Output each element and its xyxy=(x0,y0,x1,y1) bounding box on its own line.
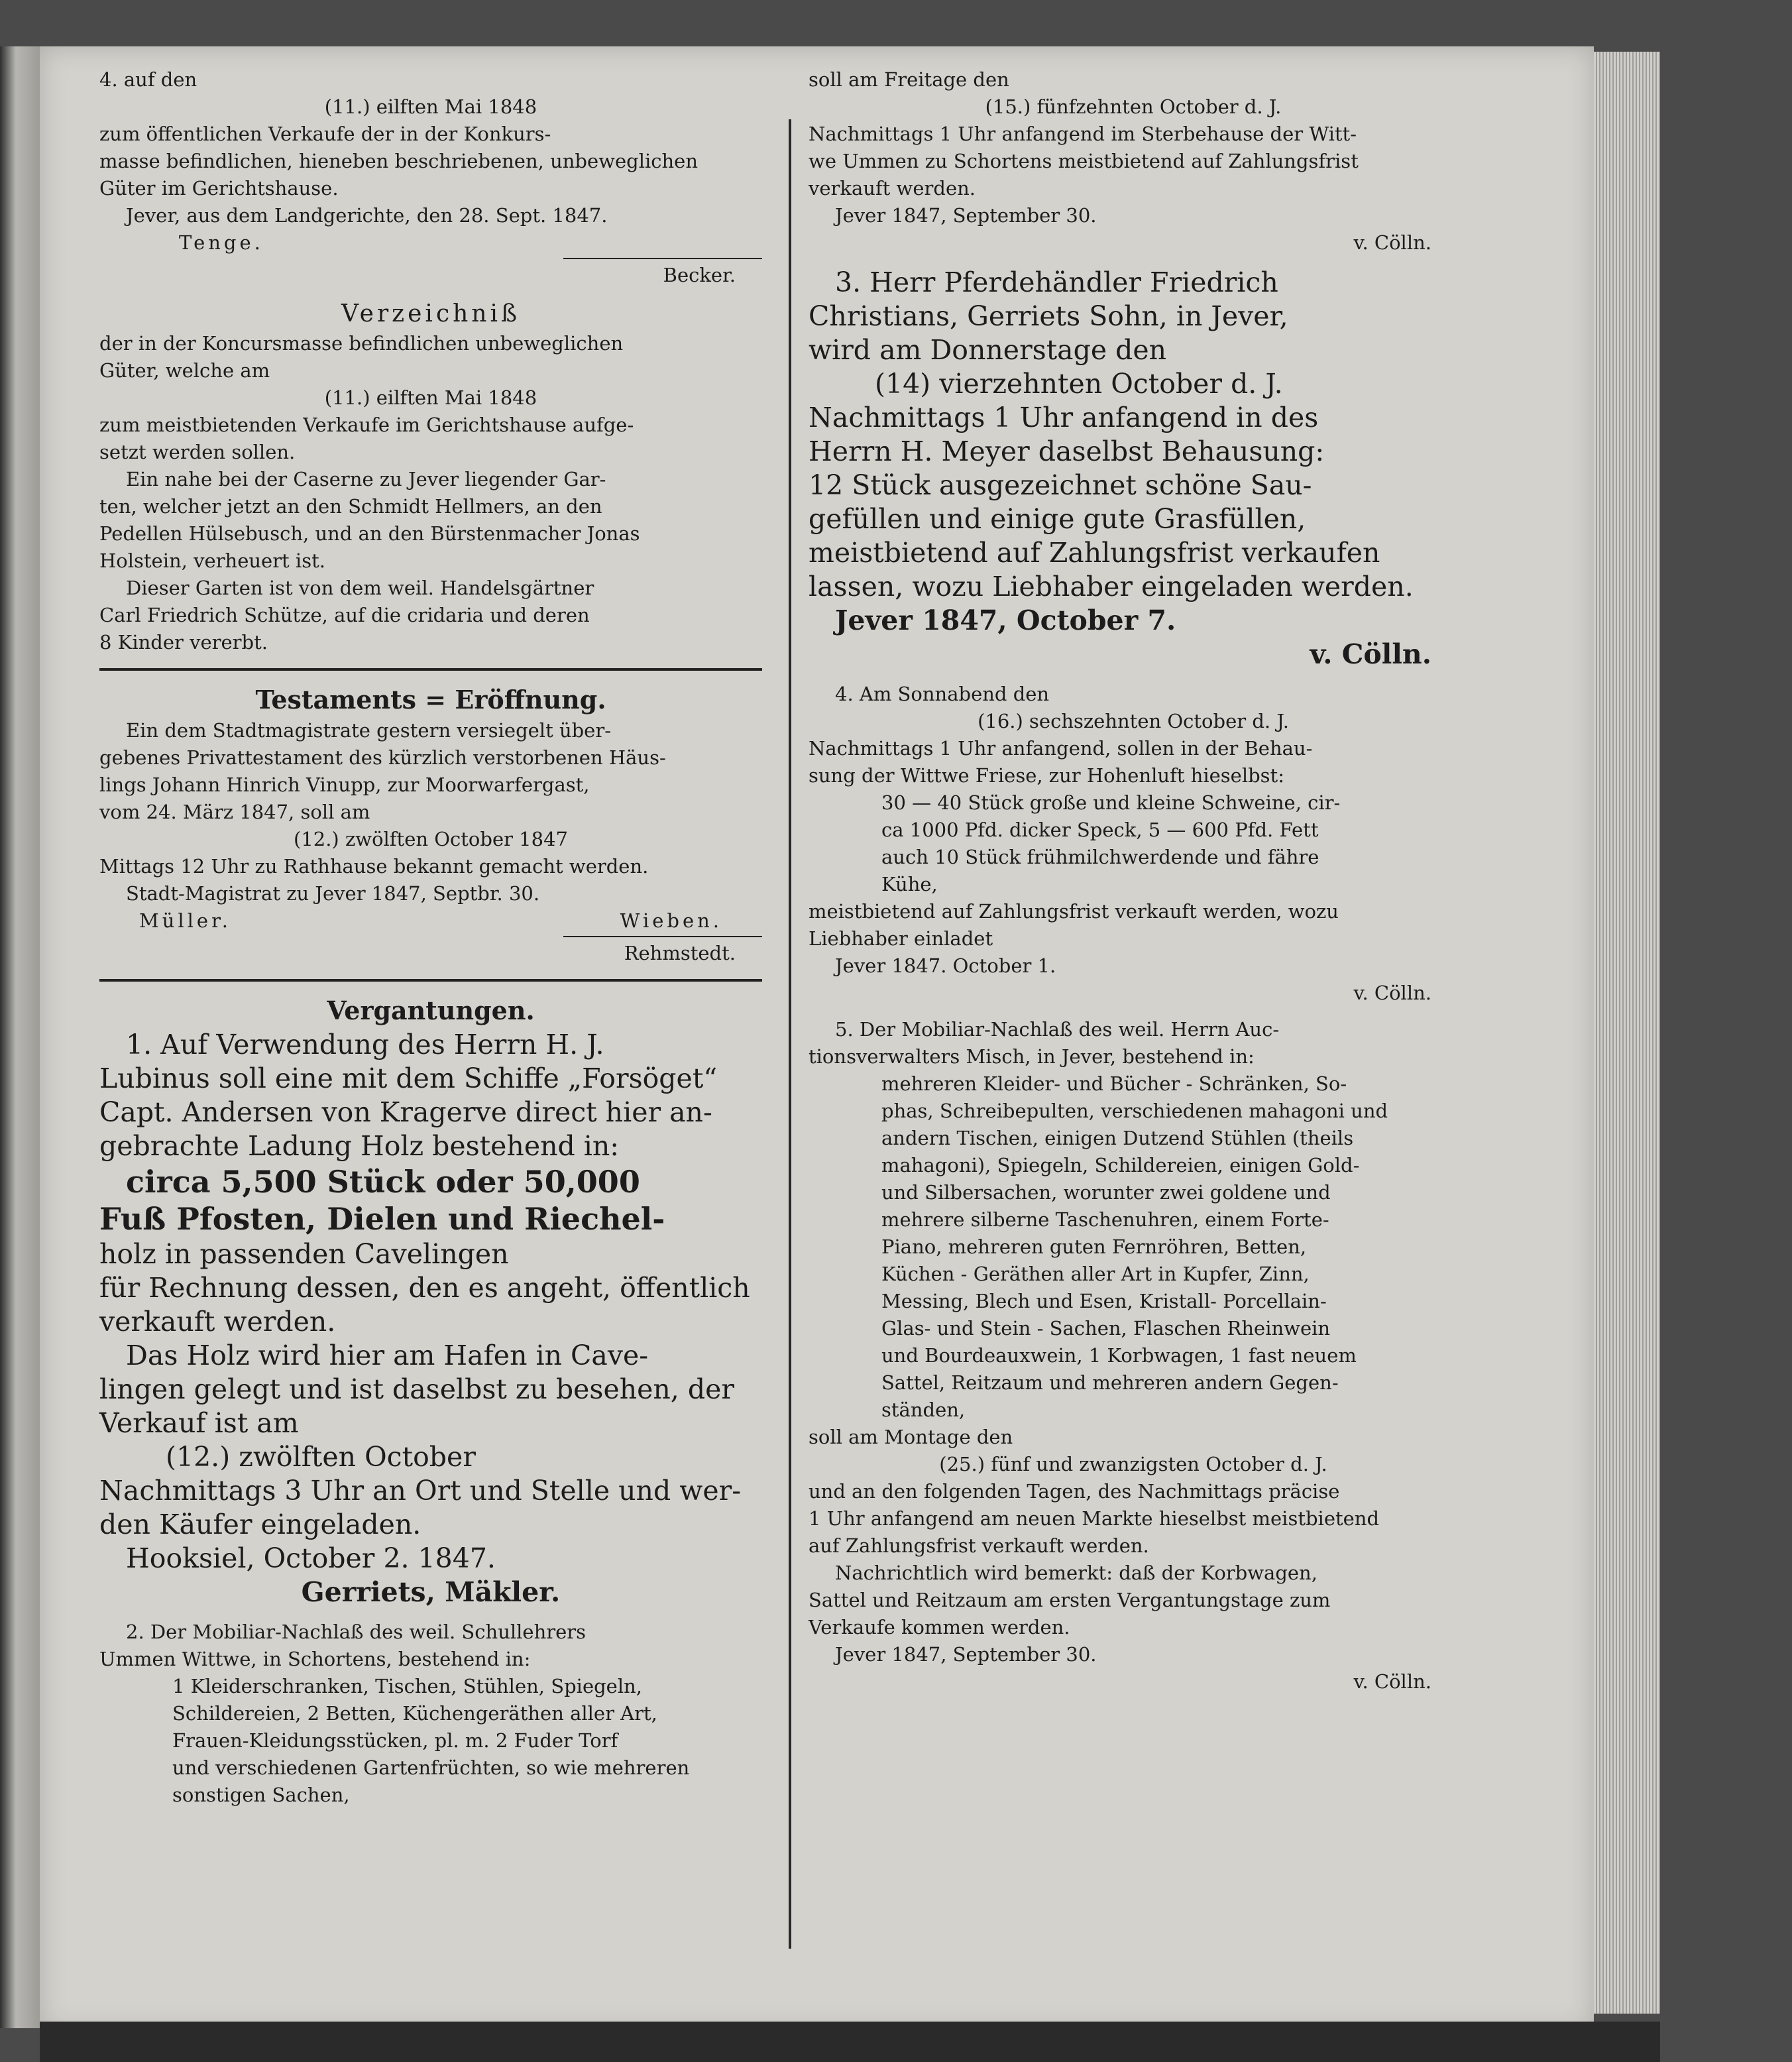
text-line: tionsverwalters Misch, in Jever, bestehend in: xyxy=(809,1045,1255,1068)
text-line: Ein nahe bei der Caserne zu Jever liegender Gar- xyxy=(126,468,606,490)
place-date-line: Jever 1847, September 30. xyxy=(835,204,1097,227)
date-line: (12.) zwölften October 1847 xyxy=(294,828,568,850)
column-divider xyxy=(789,119,791,1949)
signature-rule xyxy=(563,936,762,937)
notice-misch xyxy=(809,1016,1458,1695)
book-gutter xyxy=(0,46,40,2028)
signature: Wieben. xyxy=(620,909,722,932)
place-date-line: Jever 1847. October 1. xyxy=(835,954,1056,977)
text-line: ten, welcher jetzt an den Schmidt Hellmers, an den xyxy=(99,495,602,518)
item-line: Küchen - Geräthen aller Art in Kupfer, Zinn, xyxy=(881,1263,1310,1285)
text-line: Carl Friedrich Schütze, auf die cridaria und deren xyxy=(99,604,590,626)
section-heading: Vergantungen. xyxy=(327,996,535,1025)
text-line: Nachmittags 3 Uhr an Ort und Stelle und wer- xyxy=(99,1475,742,1507)
text-line: lingen gelegt und ist daselbst zu besehen, der xyxy=(99,1373,734,1405)
item-line: ständen, xyxy=(881,1399,966,1421)
text-line: Verkaufe kommen werden. xyxy=(809,1616,1070,1638)
text-line: Holstein, verheuert ist. xyxy=(99,549,325,572)
item-line: und Bourdeauxwein, 1 Korbwagen, 1 fast neuem xyxy=(881,1344,1357,1367)
item-line: sonstigen Sachen, xyxy=(172,1784,350,1806)
date-line: (16.) sechszehnten October d. J. xyxy=(978,710,1289,732)
text-line: 5. Der Mobiliar-Nachlaß des weil. Herrn Auc- xyxy=(835,1018,1280,1041)
text-line: für Rechnung dessen, den es angeht, öffentlich xyxy=(99,1272,750,1304)
notice-landgericht xyxy=(99,66,762,289)
text-line: Nachmittags 1 Uhr anfangend in des xyxy=(809,402,1319,433)
item-line: Sattel, Reitzaum und mehreren andern Gegen- xyxy=(881,1371,1339,1394)
item-line: Glas- und Stein - Sachen, Flaschen Rheinwein xyxy=(881,1317,1331,1340)
notice-schortens-continued xyxy=(809,66,1458,257)
date-line: (14) vierzehnten October d. J. xyxy=(875,368,1283,400)
text-line: Güter, welche am xyxy=(99,359,270,382)
text-line: 4. auf den xyxy=(99,68,197,91)
item-line: mehrere silberne Taschenuhren, einem Forte- xyxy=(881,1208,1329,1231)
text-line: Christians, Gerriets Sohn, in Jever, xyxy=(809,300,1288,332)
text-line: 1 Uhr anfangend am neuen Markte hieselbst meistbietend xyxy=(809,1507,1380,1530)
place-date-line: Jever 1847, October 7. xyxy=(835,604,1176,636)
text-line: Herrn H. Meyer daselbst Behausung: xyxy=(809,435,1325,467)
text-line: vom 24. März 1847, soll am xyxy=(99,801,370,823)
item-line: Kühe, xyxy=(881,873,938,895)
place-date-line: Jever 1847, September 30. xyxy=(835,1643,1097,1666)
highlight-line: circa 5,500 Stück oder 50,000 xyxy=(126,1164,640,1200)
testament-section xyxy=(99,683,762,967)
notice-schortens xyxy=(99,1619,762,1809)
text-line: meistbietend auf Zahlungsfrist verkaufen xyxy=(809,537,1380,569)
text-line: Güter im Gerichtshause. xyxy=(99,177,339,200)
item-line: ca 1000 Pfd. dicker Speck, 5 — 600 Pfd. Fett xyxy=(881,819,1319,841)
section-divider xyxy=(99,979,762,982)
signature: Rehmstedt. xyxy=(624,942,736,964)
text-line: verkauft werden. xyxy=(809,177,976,200)
item-line: andern Tischen, einigen Dutzend Stühlen (theils xyxy=(881,1127,1354,1149)
text-line: masse befindlichen, hieneben beschriebenen, unbeweglichen xyxy=(99,150,699,172)
section-heading: Testaments = Eröffnung. xyxy=(255,685,606,715)
highlight-line: Fuß Pfosten, Dielen und Riechel- xyxy=(99,1201,665,1237)
text-line: 4. Am Sonnabend den xyxy=(835,683,1050,705)
signature: Müller. xyxy=(139,909,231,932)
scan-background xyxy=(40,2022,1660,2062)
item-line: Messing, Blech und Esen, Kristall- Porcellain- xyxy=(881,1290,1327,1312)
text-line: gefüllen und einige gute Grasfüllen, xyxy=(809,503,1306,535)
text-line: Sattel und Reitzaum am ersten Vergantungstage zum xyxy=(809,1589,1331,1611)
verzeichniss-section xyxy=(99,298,762,656)
signature: v. Cölln. xyxy=(1310,638,1431,670)
text-line: Nachmittags 1 Uhr anfangend im Sterbehause der Witt- xyxy=(809,123,1357,145)
text-line: Pedellen Hülsebusch, und an den Bürstenmacher Jonas xyxy=(99,522,640,545)
section-divider xyxy=(99,668,762,671)
date-line: (11.) eilften Mai 1848 xyxy=(324,386,537,409)
item-line: mahagoni), Spiegeln, Schildereien, einigen Gold- xyxy=(881,1154,1360,1176)
text-line: verkauft werden. xyxy=(99,1306,336,1338)
signature: v. Cölln. xyxy=(1353,982,1431,1004)
text-line: den Käufer eingeladen. xyxy=(99,1509,421,1540)
text-line: Capt. Andersen von Kragerve direct hier an- xyxy=(99,1096,712,1128)
item-line: auch 10 Stück frühmilchwerdende und fähre xyxy=(881,846,1319,868)
left-column xyxy=(99,66,762,1809)
item-line: phas, Schreibepulten, verschiedenen mahagoni und xyxy=(881,1100,1388,1122)
text-line: 3. Herr Pferdehändler Friedrich xyxy=(835,266,1278,298)
signature-row xyxy=(99,907,762,935)
signature-row xyxy=(99,229,762,257)
signature: Becker. xyxy=(663,264,736,286)
signature: Tenge. xyxy=(179,231,264,254)
signature: v. Cölln. xyxy=(1353,1670,1431,1693)
text-line: der in der Koncursmasse befindlichen unbeweglichen xyxy=(99,332,624,355)
text-line: meistbietend auf Zahlungsfrist verkauft werden, wozu xyxy=(809,900,1339,923)
item-line: 30 — 40 Stück große und kleine Schweine, cir- xyxy=(881,791,1341,814)
text-line: soll am Montage den xyxy=(809,1426,1013,1448)
text-line: we Ummen zu Schortens meistbietend auf Zahlungsfrist xyxy=(809,150,1359,172)
text-line: Nachrichtlich wird bemerkt: daß der Korbwagen, xyxy=(835,1562,1317,1584)
page-stack-edge xyxy=(1594,52,1660,2014)
text-line: soll am Freitage den xyxy=(809,68,1009,91)
text-line: Dieser Garten ist von dem weil. Handelsgärtner xyxy=(126,577,594,599)
text-line: 1. Auf Verwendung des Herrn H. J. xyxy=(126,1029,604,1060)
text-line: Ummen Wittwe, in Schortens, bestehend in: xyxy=(99,1648,531,1670)
signature: v. Cölln. xyxy=(1353,231,1431,254)
text-line: Das Holz wird hier am Hafen in Cave- xyxy=(126,1340,649,1371)
text-line: 12 Stück ausgezeichnet schöne Sau- xyxy=(809,469,1312,501)
text-line: sung der Wittwe Friese, zur Hohenluft hieselbst: xyxy=(809,764,1284,787)
text-line: wird am Donnerstage den xyxy=(809,334,1167,366)
text-line: 8 Kinder vererbt. xyxy=(99,631,268,654)
date-line: (11.) eilften Mai 1848 xyxy=(324,95,537,118)
text-line: zum öffentlichen Verkaufe der in der Konkurs- xyxy=(99,123,551,145)
text-line: gebrachte Ladung Holz bestehend in: xyxy=(99,1130,620,1162)
text-line: Lubinus soll eine mit dem Schiffe „Forsöget“ xyxy=(99,1062,718,1094)
place-date-line: Hooksiel, October 2. 1847. xyxy=(126,1542,496,1574)
place-date-line: Stadt-Magistrat zu Jever 1847, Septbr. 30. xyxy=(126,882,540,905)
item-line: Piano, mehreren guten Fernröhren, Betten, xyxy=(881,1235,1307,1258)
notice-pferdehaendler xyxy=(809,266,1458,671)
text-line: 2. Der Mobiliar-Nachlaß des weil. Schullehrers xyxy=(126,1621,587,1643)
item-line: Frauen-Kleidungsstücken, pl. m. 2 Fuder Torf xyxy=(172,1729,618,1752)
text-line: Verkauf ist am xyxy=(99,1407,299,1439)
text-line: Ein dem Stadtmagistrate gestern versiegelt über- xyxy=(126,719,612,742)
text-line: auf Zahlungsfrist verkauft werden. xyxy=(809,1534,1149,1557)
vergantungen-section xyxy=(99,994,762,1609)
notice-friese xyxy=(809,681,1458,1007)
item-line: mehreren Kleider- und Bücher - Schränken, So- xyxy=(881,1072,1347,1095)
date-line: (15.) fünfzehnten October d. J. xyxy=(985,95,1282,118)
item-line: 1 Kleiderschranken, Tischen, Stühlen, Spiegeln, xyxy=(172,1675,642,1697)
text-line: lings Johann Hinrich Vinupp, zur Moorwarfergast, xyxy=(99,773,590,796)
item-line: und Silbersachen, worunter zwei goldene und xyxy=(881,1181,1331,1204)
text-line: setzt werden sollen. xyxy=(99,441,296,463)
signature: Gerriets, Mäkler. xyxy=(301,1576,561,1608)
section-heading: Verzeichniß xyxy=(341,300,521,327)
text-line: Liebhaber einladet xyxy=(809,927,993,950)
item-line: und verschiedenen Gartenfrüchten, so wie mehreren xyxy=(172,1756,690,1779)
signature-rule xyxy=(563,258,762,259)
place-date-line: Jever, aus dem Landgerichte, den 28. Sept. 1847. xyxy=(126,204,608,227)
text-line: und an den folgenden Tagen, des Nachmittags präcise xyxy=(809,1480,1340,1503)
item-line: Schildereien, 2 Betten, Küchengeräthen aller Art, xyxy=(172,1702,657,1725)
text-line: Nachmittags 1 Uhr anfangend, sollen in der Behau- xyxy=(809,737,1313,760)
date-line: (12.) zwölften October xyxy=(166,1441,476,1473)
text-line: gebenes Privattestament des kürzlich verstorbenen Häus- xyxy=(99,746,666,769)
text-line: zum meistbietenden Verkaufe im Gerichtshause aufge- xyxy=(99,414,634,436)
date-line: (25.) fünf und zwanzigsten October d. J. xyxy=(939,1453,1327,1475)
text-line: Mittags 12 Uhr zu Rathhause bekannt gemacht werden. xyxy=(99,855,649,878)
text-line: lassen, wozu Liebhaber eingeladen werden. xyxy=(809,571,1414,602)
right-column xyxy=(809,66,1458,1695)
text-line: holz in passenden Cavelingen xyxy=(99,1238,509,1270)
